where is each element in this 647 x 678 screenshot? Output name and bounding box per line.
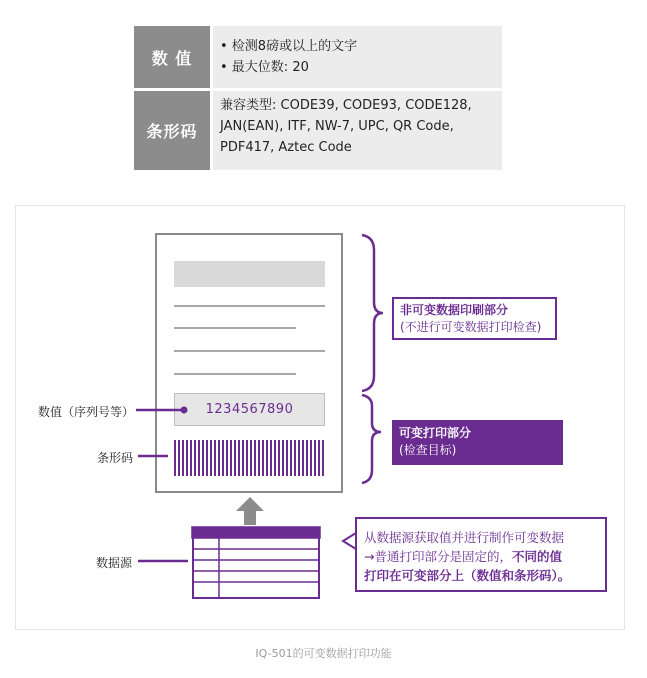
numeric-value-field: 1234567890 xyxy=(174,393,325,426)
variable-box-subtitle: (检查目标) xyxy=(399,443,457,457)
spec-header-barcode: 条形码 xyxy=(134,91,210,170)
spec-item: JAN(EAN), ITF, NW-7, UPC, QR Code, xyxy=(220,119,454,134)
variable-box-title: 可变打印部分 xyxy=(399,426,472,440)
fixed-box-subtitle: (不进行可变数据打印检查) xyxy=(400,320,542,334)
data-source-table-grid xyxy=(192,527,320,598)
spec-item: • 最大位数: 20 xyxy=(220,60,309,75)
source-box-line2 xyxy=(364,547,598,566)
spec-item: 兼容类型: CODE39, CODE93, CODE128, xyxy=(220,98,472,113)
source-box-line3: 打印在可变部分上（数值和条形码）。 xyxy=(364,568,571,583)
spec-header-numeric: 数 值 xyxy=(134,26,210,88)
spec-item: • 检测8磅或以上的文字 xyxy=(220,39,358,54)
spec-item: PDF417, Aztec Code xyxy=(220,140,352,155)
source-box-line1: 从数据源获取值并进行制作可变数据 xyxy=(364,530,565,545)
source-box-line2-bold: 不同的值 xyxy=(511,549,562,564)
label-barcode: 条形码 xyxy=(97,451,134,465)
up-arrow-icon xyxy=(236,497,264,525)
figure-caption: IQ-501的可变数据打印功能 xyxy=(255,647,392,660)
brace-variable xyxy=(362,395,381,483)
fixed-box-title: 非可变数据印刷部分 xyxy=(400,303,509,317)
fixed-print-area-box xyxy=(392,297,557,340)
label-numeric-value: 数值（序列号等） xyxy=(38,405,135,419)
connector-numeric-dot xyxy=(181,407,188,414)
data-source-explanation-box xyxy=(355,517,607,592)
brace-fixed xyxy=(362,235,383,391)
label-data-source: 数据源 xyxy=(96,556,133,570)
variable-print-area-box xyxy=(392,420,563,465)
source-box-line2-prefix: →普通打印部分是固定的， xyxy=(364,549,512,564)
